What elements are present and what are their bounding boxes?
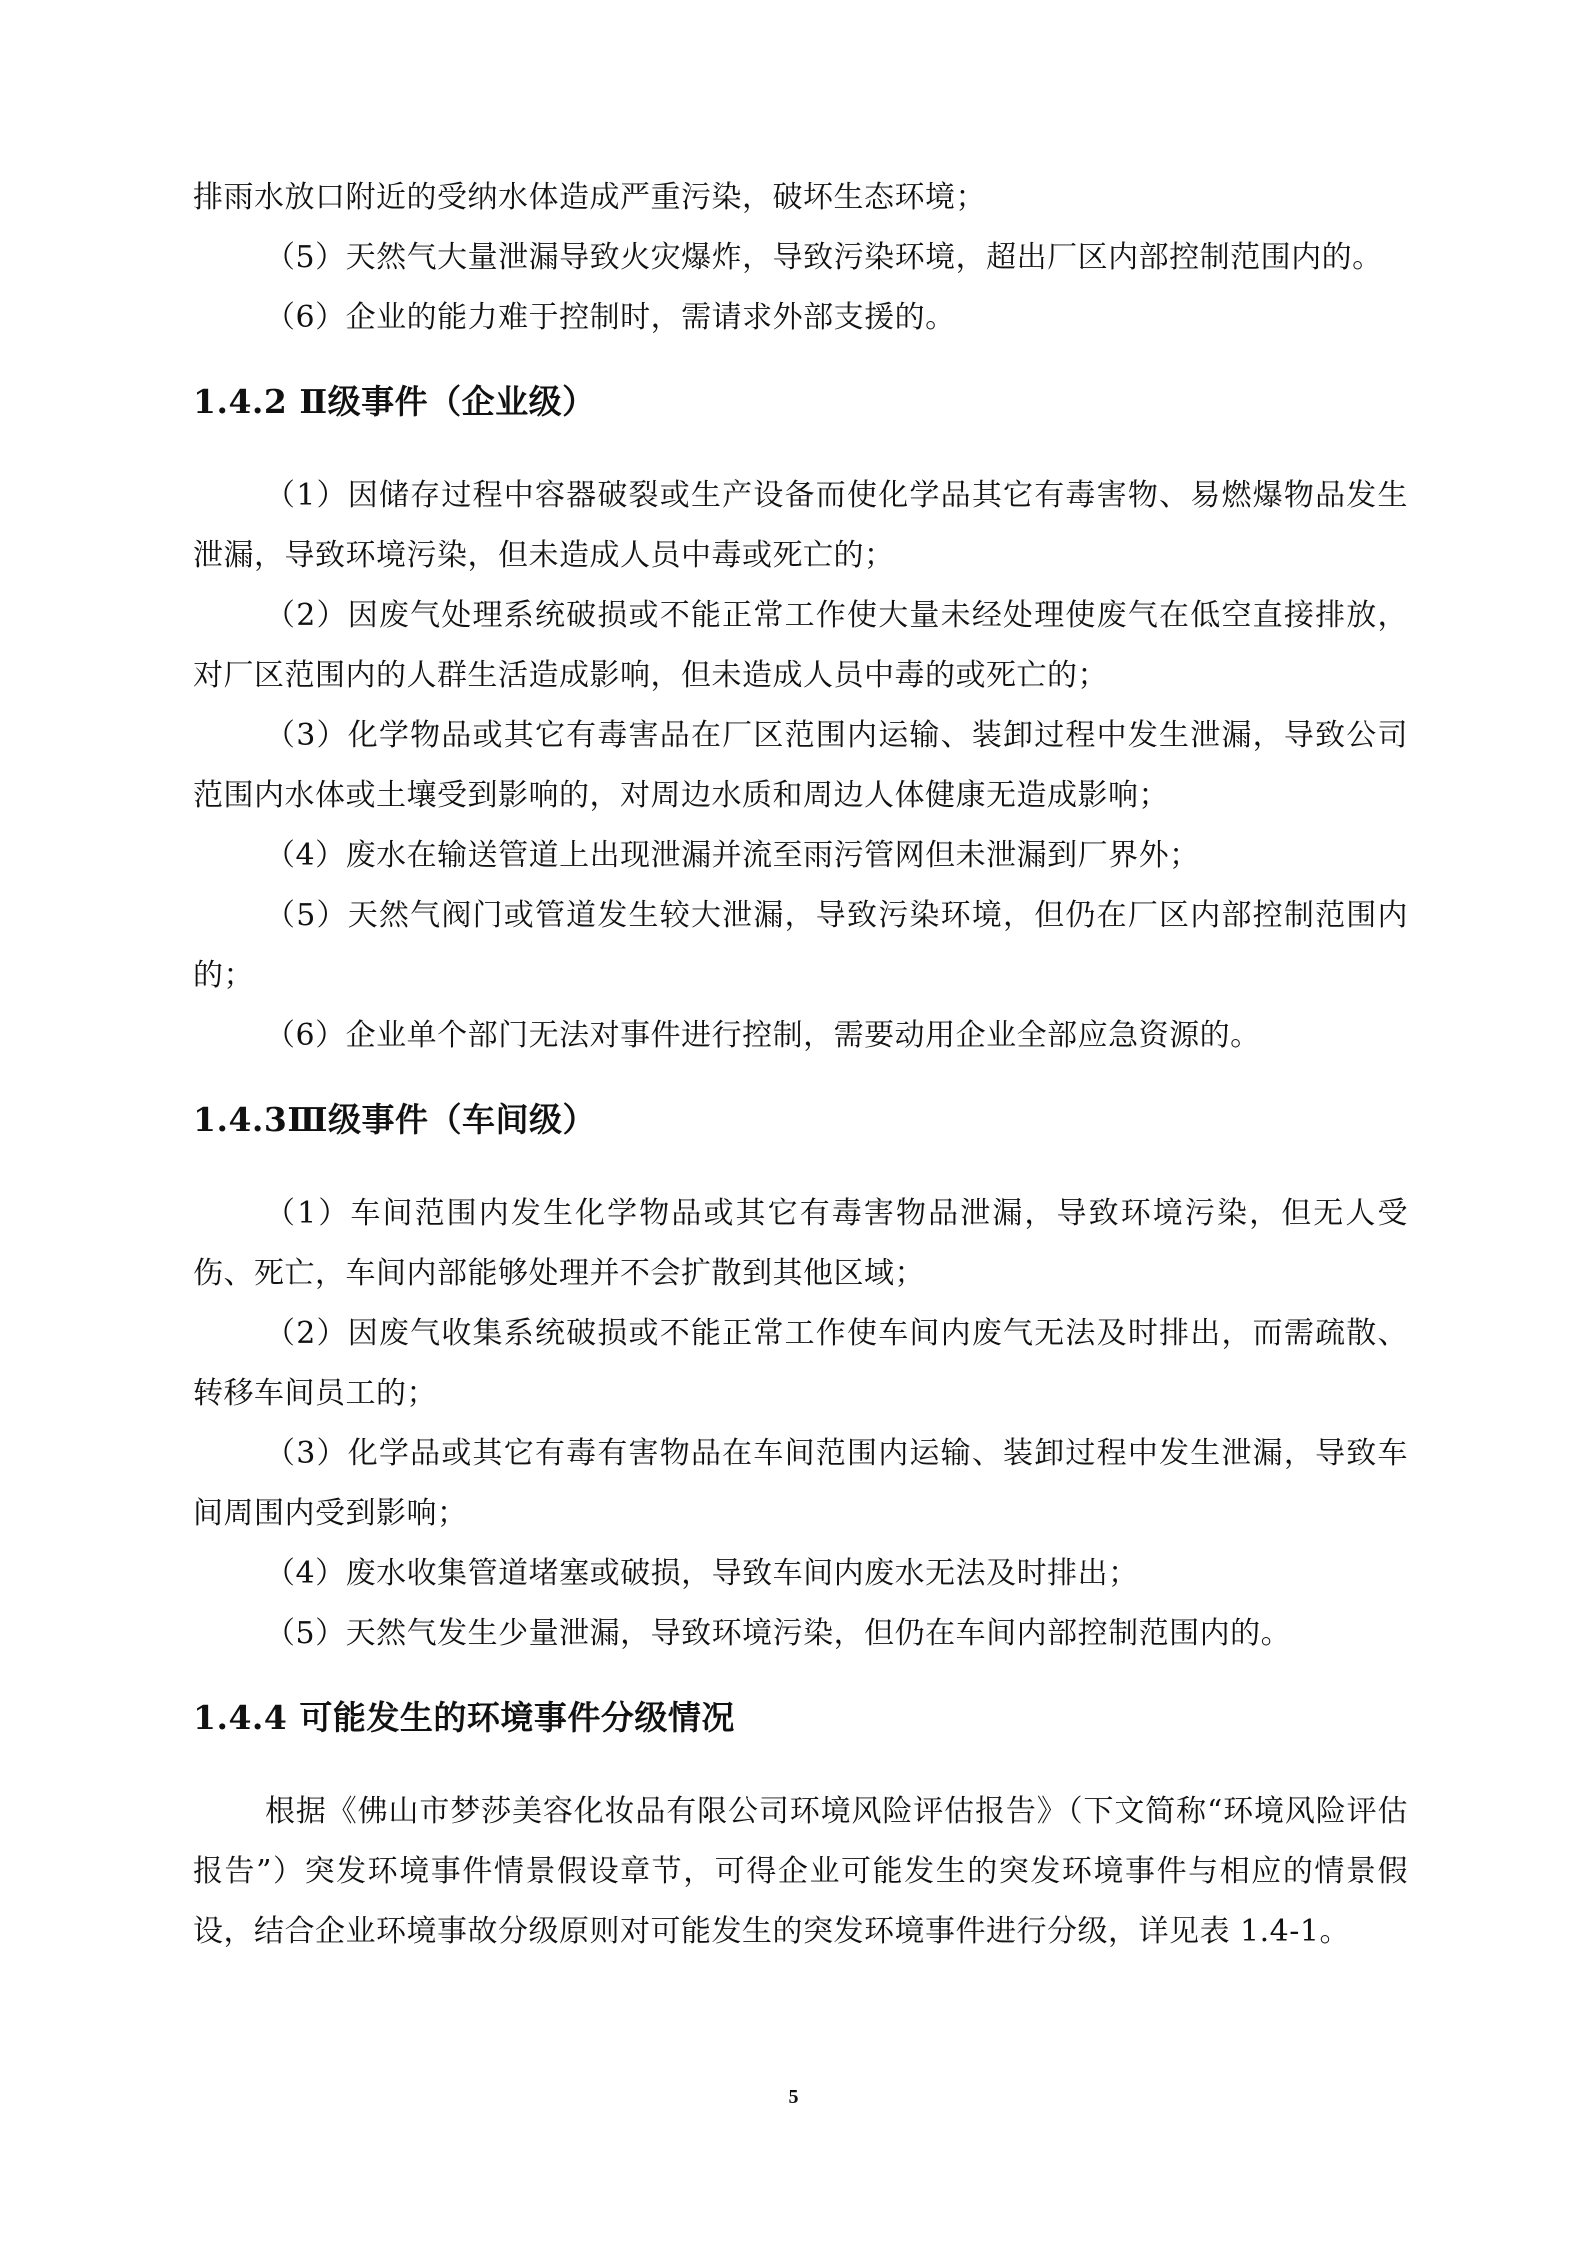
section-1-4-3-item-3: （3）化学品或其它有毒有害物品在车间范围内运输、装卸过程中发生泄漏，导致车间周围内受到影响； xyxy=(193,1436,1408,1531)
page-number: 5 xyxy=(788,2086,799,2108)
intro-item-6: （6）企业的能力难于控制时，需请求外部支援的。 xyxy=(265,300,956,335)
section-1-4-2-item-3: （3）化学物品或其它有毒害品在厂区范围内运输、装卸过程中发生泄漏，导致公司范围内水体或土壤受到影响的，对周边水质和周边人体健康无造成影响； xyxy=(193,718,1408,813)
section-1-4-2-item-1: （1）因储存过程中容器破裂或生产设备而使化学品其它有毒害物、易燃爆物品发生泄漏，导致环境污染，但未造成人员中毒或死亡的； xyxy=(193,478,1408,573)
section-1-4-3-item-2: （2）因废气收集系统破损或不能正常工作使车间内废气无法及时排出，而需疏散、转移车间员工的； xyxy=(193,1316,1408,1411)
document-body xyxy=(193,168,1408,1962)
section-1-4-4-body: 根据《佛山市梦莎美容化妆品有限公司环境风险评估报告》（下文简称“环境风险评估报告”）突发环境事件情景假设章节，可得企业可能发生的突发环境事件与相应的情景假设，结合企业环境事故分级原则对可能发生的突发环境事件进行分级，详见表 1.4-1。 xyxy=(193,1794,1408,1949)
section-1-4-3-item-4: （4）废水收集管道堵塞或破损，导致车间内废水无法及时排出； xyxy=(265,1556,1139,1591)
section-1-4-2-item-4: （4）废水在输送管道上出现泄漏并流至雨污管网但未泄漏到厂界外； xyxy=(265,838,1200,873)
section-1-4-2-item-6: （6）企业单个部门无法对事件进行控制，需要动用企业全部应急资源的。 xyxy=(265,1018,1261,1053)
section-1-4-2-heading: 1.4.2 Ⅱ级事件（企业级） xyxy=(193,382,596,421)
section-1-4-3-item-5: （5）天然气发生少量泄漏，导致环境污染，但仍在车间内部控制范围内的。 xyxy=(265,1616,1292,1651)
section-1-4-4-heading: 1.4.4 可能发生的环境事件分级情况 xyxy=(193,1698,735,1737)
section-1-4-2-item-5: （5）天然气阀门或管道发生较大泄漏，导致污染环境，但仍在厂区内部控制范围内的； xyxy=(193,898,1408,993)
section-1-4-3-item-1: （1）车间范围内发生化学物品或其它有毒害物品泄漏，导致环境污染，但无人受伤、死亡，车间内部能够处理并不会扩散到其他区域； xyxy=(193,1196,1408,1291)
section-1-4-2-item-2: （2）因废气处理系统破损或不能正常工作使大量未经处理使废气在低空直接排放，对厂区范围内的人群生活造成影响，但未造成人员中毒的或死亡的； xyxy=(193,598,1408,693)
intro-continuation: 排雨水放口附近的受纳水体造成严重污染，破坏生态环境； xyxy=(193,180,986,215)
section-1-4-3-heading: 1.4.3Ⅲ级事件（车间级） xyxy=(193,1100,597,1139)
intro-item-5: （5）天然气大量泄漏导致火灾爆炸，导致污染环境，超出厂区内部控制范围内的。 xyxy=(265,240,1383,275)
